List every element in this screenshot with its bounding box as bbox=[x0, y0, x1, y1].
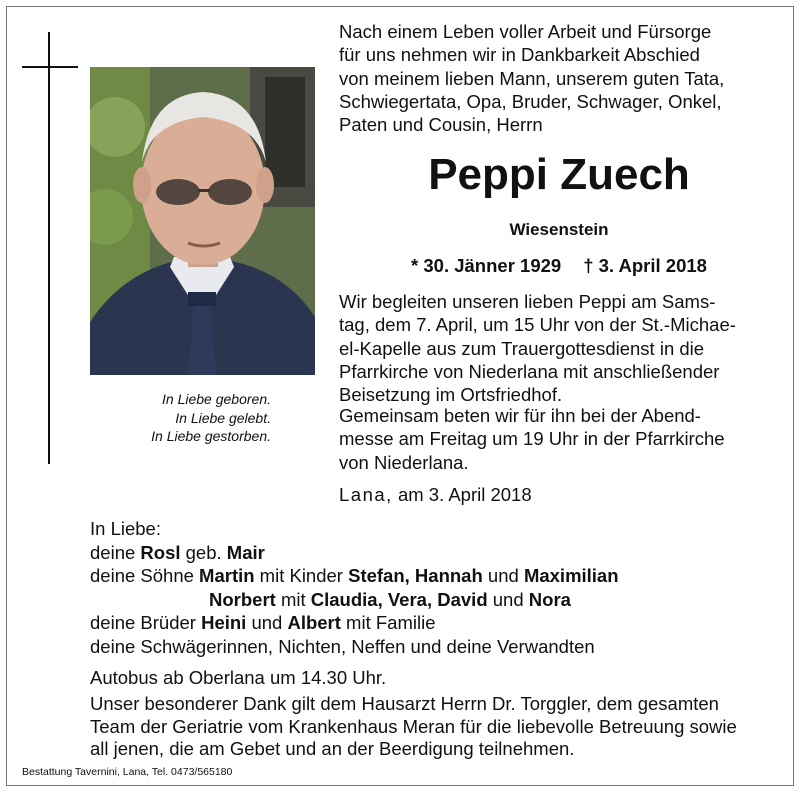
deceased-place: Wiesenstein bbox=[509, 220, 609, 239]
intro-line: Schwiegertata, Opa, Bruder, Schwager, Onkel, bbox=[339, 90, 722, 112]
funeral-line: Pfarrkirche von Niederlana mit anschließender bbox=[339, 360, 720, 382]
thanks-line: all jenen, die am Gebet und an der Beerdigung teilnehmen. bbox=[90, 738, 575, 759]
funeral-home-footer: Bestattung Tavernini, Lana, Tel. 0473/565180 bbox=[22, 766, 233, 778]
funeral-line: Wir begleiten unseren lieben Peppi am Sams- bbox=[339, 291, 716, 312]
prayer-text bbox=[339, 404, 781, 474]
bus-info: Autobus ab Oberlana um 14.30 Uhr. bbox=[90, 667, 387, 688]
thanks-line: Team der Geriatrie vom Krankenhaus Meran für die liebevolle Betreuung sowie bbox=[90, 715, 737, 737]
death-date: † 3. April 2018 bbox=[583, 255, 707, 276]
mourner-brothers: deine Brüder Heini und Albert mit Familie bbox=[90, 612, 436, 633]
motto-line: In Liebe gestorben. bbox=[151, 428, 271, 444]
mourner-others: deine Schwägerinnen, Nichten, Neffen und deine Verwandten bbox=[90, 635, 595, 657]
place-date bbox=[339, 483, 532, 506]
intro-line: von meinem lieben Mann, unserem guten Tata, bbox=[339, 67, 725, 89]
place-name: Lana, bbox=[339, 484, 393, 505]
funeral-line: el-Kapelle aus zum Trauergottesdienst in die bbox=[339, 337, 705, 359]
portrait-photo bbox=[90, 67, 315, 375]
mourners-list bbox=[90, 517, 619, 658]
funeral-line: tag, dem 7. April, um 15 Uhr von der St.-Michae- bbox=[339, 314, 736, 336]
deceased-name: Peppi Zuech bbox=[428, 150, 690, 199]
intro-line: für uns nehmen wir in Dankbarkeit Abschied bbox=[339, 44, 700, 66]
cross-icon-bar bbox=[22, 66, 78, 68]
mourner-wife: deine Rosl geb. Mair bbox=[90, 541, 265, 563]
portrait-illustration bbox=[90, 67, 315, 375]
life-dates bbox=[339, 254, 779, 278]
funeral-text bbox=[339, 290, 781, 406]
intro-line: Nach einem Leben voller Arbeit und Fürsorge bbox=[339, 21, 712, 42]
intro-line: Paten und Cousin, Herrn bbox=[339, 114, 543, 136]
intro-text bbox=[339, 20, 779, 136]
thanks-text bbox=[90, 693, 780, 761]
funeral-line: Beisetzung im Ortsfriedhof. bbox=[339, 384, 563, 406]
birth-date: * 30. Jänner 1929 bbox=[411, 255, 562, 276]
notice-date: am 3. April 2018 bbox=[397, 484, 532, 505]
prayer-line: messe am Freitag um 19 Uhr in der Pfarrkirche bbox=[339, 428, 725, 450]
prayer-line: Gemeinsam beten wir für ihn bei der Abend- bbox=[339, 405, 701, 426]
motto-line: In Liebe geboren. bbox=[162, 391, 271, 407]
motto-line: In Liebe gelebt. bbox=[175, 409, 271, 426]
thanks-line: Unser besonderer Dank gilt dem Hausarzt Herrn Dr. Torggler, dem gesamten bbox=[90, 693, 719, 714]
motto bbox=[96, 390, 271, 446]
mourners-heading: In Liebe: bbox=[90, 518, 161, 539]
prayer-line: von Niederlana. bbox=[339, 451, 469, 473]
mourner-sons: deine Söhne Martin mit Kinder Stefan, Hannah und Maximilian bbox=[90, 565, 619, 586]
cross-icon bbox=[48, 32, 50, 464]
mourner-sons-2: Norbert mit Claudia, Vera, David und Nora bbox=[209, 588, 571, 610]
